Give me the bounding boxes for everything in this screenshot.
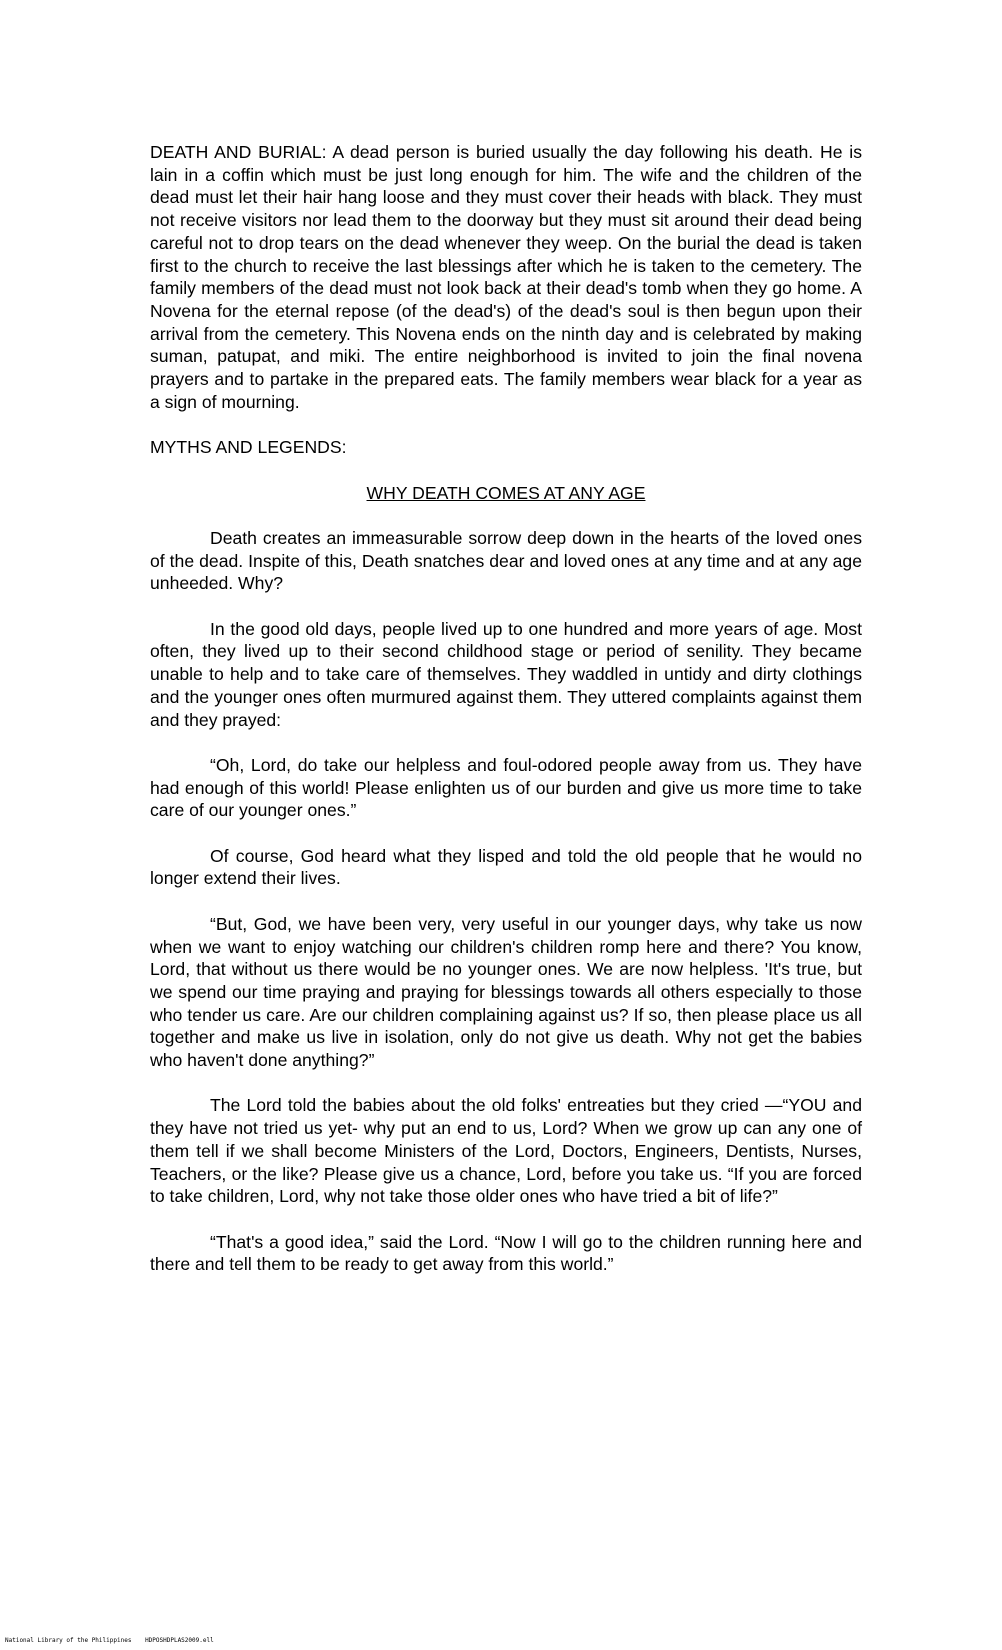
story-title: WHY DEATH COMES AT ANY AGE (366, 482, 646, 503)
paragraph-5: “But, God, we have been very, very useful in our younger days, why take us now when we want to enjoy watching our children's children romp here and there? You know, Lord, that without us there would be no younger ones. We are now helpless. 'It's true, but we spend our time praying and praying for blessings towards all others especially to those who tender us care. Are our children complaining against us? If so, then please place us all together and make us live in isolation, only do not give us death. Why not get the babies who haven't done anything?” (150, 913, 862, 1071)
paragraph-6: The Lord told the babies about the old folks' entreaties but they cried —“YOU and they have not tried us yet- why put an end to us, Lord? When we grow up can any one of them tell if we shall become Ministers of the Lord, Doctors, Engineers, Dentists, Nurses, Teachers, or the like? Please give us a chance, Lord, before you take us. “If you are forced to take children, Lord, why not take those older ones who have tried a bit of life?” (150, 1095, 862, 1207)
section-heading-myths-and-legends: MYTHS AND LEGENDS: (150, 437, 347, 458)
paragraph-4: Of course, God heard what they lisped and told the old people that he would no longer extend their lives. (150, 845, 862, 889)
footer-document-code: HDPOSHDPLAS2009.ell (145, 1637, 214, 1644)
paragraph-1: Death creates an immeasurable sorrow deep down in the hearts of the loved ones of the dead. Inspite of this, Death snatches dear and loved ones at any time and at any age unheeded. Why? (150, 527, 862, 594)
footer-stamp (5, 1637, 214, 1645)
footer-library-name: National Library of the Philippines (5, 1637, 132, 1644)
paragraph-death-and-burial: DEATH AND BURIAL: A dead person is buried usually the day following his death. He is lain in a coffin which must be just long enough for him. The wife and the children of the dead must let their hair hang loose and they must cover their heads with black. They must not receive visitors nor lead them to the doorway but they must sit around their dead being careful not to drop tears on the dead whenever they weep. On the burial the dead is taken first to the church to receive the last blessings after which he is taken to the cemetery. The family members of the dead must not look back at their dead's tomb when they go home. A Novena for the eternal repose (of the dead's) of the dead's soul is then begun upon their arrival from the cemetery. This Novena ends on the ninth day and is celebrated by making suman, patupat, and miki. The entire neighborhood is invited to join the final novena prayers and to partake in the prepared eats. The family members wear black for a year as a sign of mourning. (150, 142, 862, 412)
paragraph-3: “Oh, Lord, do take our helpless and foul-odored people away from us. They have had enough of this world! Please enlighten us of our burden and give us more time to take care of our younger ones.” (150, 754, 862, 821)
paragraph-7: “That's a good idea,” said the Lord. “Now I will go to the children running here and there and tell them to be ready to get away from this world.” (150, 1231, 862, 1275)
document-body (150, 141, 862, 1299)
paragraph-2: In the good old days, people lived up to one hundred and more years of age. Most often, they lived up to their second childhood stage or period of senility. They became unable to help and to take care of themselves. They waddled in untidy and dirty clothings and the younger ones often murmured against them. They uttered complaints against them and they prayed: (150, 618, 862, 730)
